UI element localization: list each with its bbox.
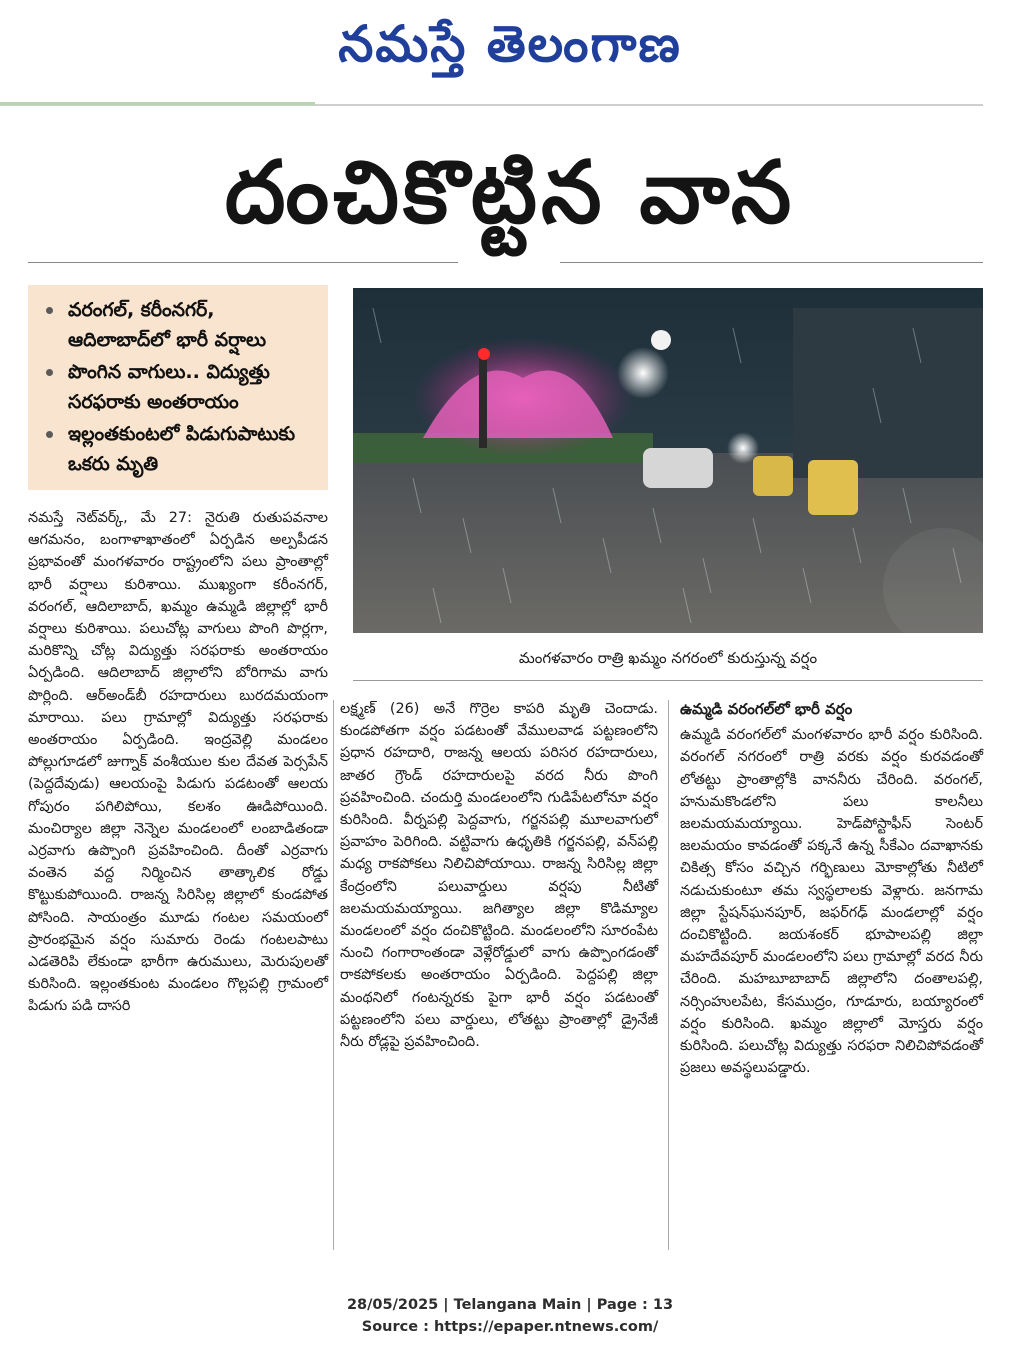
article-column-1 bbox=[28, 507, 328, 1018]
photo-caption: మంగళవారం రాత్రి ఖమ్మం నగరంలో కురుస్తున్న వర్షం bbox=[518, 649, 818, 667]
bullet-icon bbox=[46, 369, 53, 376]
headline: దంచికొట్టిన వాన bbox=[224, 143, 796, 243]
highlight-text: పొంగిన వాగులు.. విద్యుత్తు సరఫరాకు అంతరాయం bbox=[68, 361, 270, 413]
bullet-icon bbox=[46, 307, 53, 314]
masthead-title: నమస్తే తెలంగాణ bbox=[338, 15, 682, 73]
article-text: లక్ష్మణ్ (26) అనే గొర్రెల కాపరి మృతి చెందాడు. కుండపోతగా వర్షం పడటంతో వేములవాడ పట్టణంలోని ప్రధాన రహదారి, రాజన్న ఆలయ పరిసర రహదారులు, జాతర గ్రౌండ్ రహదారులపై వరద నీరు పొంగి ప్రవహించింది. చందుర్తి మండలంలోని గుడిపేటలోనూ వర్షం కురిసింది. వీర్నపల్లి పెద్దవాగు, గర్జనపల్లి మూలవాగులో ప్రవాహం పెరిగింది. వట్టివాగు ఉధృతికి గర్జనపల్లి, వన్‌పల్లి మధ్య రాకపోకలు నిలిచిపోయాయి. రాజన్న సిరిసిల్ల జిల్లా కేంద్రంలోని పలువార్డులు వర్షపు నీటితో జలమయమయ్యాయి. జగిత్యాల జిల్లా కొడిమ్యాల మండలంలో వర్షం దంచికొట్టింది. మండలంలోని సూరంపేట నుంచి గంగారాంతండా వెళ్లేరోడ్డులో వాగు ఉప్పొంగడంతో రాకపోకలకు అంతరాయం ఏర్పడింది. పెద్దపల్లి జిల్లా మంథనిలో గంటన్నరకు పైగా భారీ వర్షం పడటంతో పట్టణంలోని పలు వార్డులు, లోతట్టు ప్రాంతాల్లో డ్రైనేజీ నీరు రోడ్లపై ప్రవహించింది. bbox=[340, 701, 658, 1051]
footer bbox=[0, 1294, 1020, 1338]
highlight-item bbox=[46, 419, 320, 479]
highlight-item bbox=[46, 295, 320, 355]
caption-divider bbox=[353, 680, 983, 681]
column-divider bbox=[333, 700, 334, 1250]
headline-rule-left bbox=[28, 262, 458, 263]
rain-night-photo bbox=[353, 288, 983, 633]
column-divider bbox=[668, 700, 669, 1250]
section-subheading: ఉమ్మడి వరంగల్‌లో భారీ వర్షం bbox=[680, 700, 853, 718]
highlight-item bbox=[46, 357, 320, 417]
article-column-2 bbox=[340, 698, 658, 1053]
article-column-3 bbox=[680, 698, 983, 1079]
photo-illustration bbox=[353, 288, 983, 633]
masthead-accent-line bbox=[0, 102, 315, 105]
article-text: ఉమ్మడి వరంగల్‌లో మంగళవారం భారీ వర్షం కురిసింది. వరంగల్ నగరంలో రాత్రి వరకు వర్షం కురవడంతో లోతట్టు ప్రాంతాల్లోకి వాననీరు చేరింది. వరంగల్, హనుమకొండలోని పలు కాలనీలు జలమయమయ్యాయి. హెడ్‌పోస్టాఫీస్ సెంటర్ జలమయం కావడంతో పక్కనే ఉన్న సీకేఎం దవాఖానకు చికిత్స కోసం వచ్చిన గర్భిణులు మోకాల్లోతు నీటిలో నడుచుకుంటూ తమ స్వస్థలాలకు వెళ్లారు. జనగామ జిల్లా స్టేషన్‌ఘనపూర్, జఫర్‌గఢ్ మండలాల్లో వర్షం దంచికొట్టింది. జయశంకర్ భూపాలపల్లి జిల్లా మహదేవపూర్ మండలంలోని పలు గ్రామాల్లో వరద నీరు చేరింది. మహబూబాబాద్ జిల్లాలోని దంతాలపల్లి, నర్సింహులపేట, కేసముద్రం, గూడూరు, బయ్యారంలో వర్షం కురిసింది. ఖమ్మం జిల్లాలో మోస్తరు వర్షం కురిసింది. పలుచోట్ల విద్యుత్తు సరఫరా నిలిచిపోవడంతో ప్రజలు అవస్థలుపడ్డారు. bbox=[680, 727, 983, 1077]
footer-date-edition: 28/05/2025 | Telangana Main | Page : 13 bbox=[346, 1297, 674, 1313]
highlights-box bbox=[28, 285, 328, 490]
highlight-text: వరంగల్, కరీంనగర్, ఆదిలాబాద్‌లో భారీ వర్షాలు bbox=[68, 299, 267, 351]
highlight-text: ఇల్లంతకుంటలో పిడుగుపాటుకు ఒకరు మృతి bbox=[68, 423, 296, 475]
bullet-icon bbox=[46, 431, 53, 438]
footer-source: Source : https://epaper.ntnews.com/ bbox=[361, 1319, 659, 1335]
masthead bbox=[0, 8, 1020, 80]
article-text: నమస్తే నెట్‌వర్క్, మే 27: నైరుతి రుతుపవనాల ఆగమనం, బంగాళాఖాతంలో ఏర్పడిన అల్పపీడన ప్రభావంతో మంగళవారం రాష్ట్రంలోని పలు ప్రాంతాల్లో భారీ వర్షాలు కురిశాయి. ముఖ్యంగా కరీంనగర్, వరంగల్, ఆదిలాబాద్, ఖమ్మం ఉమ్మడి జిల్లాల్లో భారీ వర్షాలు కురిశాయి. పలుచోట్ల వాగులు పొంగి పొర్లగా, మరికొన్ని చోట్ల విద్యుత్తు సరఫరాకు అంతరాయం ఏర్పడింది. ఆదిలాబాద్ జిల్లాలోని బోరిగామ వాగు పొర్లింది. ఆర్అండ్‌బీ రహదారులు బురదమయంగా మారాయి. పలు గ్రామాల్లో విద్యుత్తు సరఫరాకు అంతరాయం ఏర్పడింది. ఇంద్రవెల్లి మండలం పోల్లుగూడలో జుగ్నాక్ వంశీయుల కుల దేవత పెర్సపేన్ (పెద్దదేవుడు) ఆలయంపై పిడుగు పడటంతో ఆలయ గోపురం పగిలిపోయి, కలశం ఊడిపోయింది. మంచిర్యాల జిల్లా నెన్నెల మండలంలో లంబాడితండా ఎర్రవాగు ఉప్పొంగి ప్రవహించింది. దీంతో ఎర్రవాగు వంతెన వద్ద నిర్మించిన తాత్కాలిక రోడ్డు కొట్టుకుపోయింది. రాజన్న సిరిసిల్ల జిల్లాలో కుండపోత పోసింది. సాయంత్రం మూడు గంటల సమయంలో ప్రారంభమైన వర్షం సుమారు రెండు గంటలపాటు ఎడతెరిపి లేకుండా భారీగా ఉరుములు, మెరుపులతో కురిసింది. ఇల్లంతకుంట మండలం గొల్లపల్లి గ్రామంలో పిడుగు పడి దాసరి bbox=[28, 510, 328, 1015]
headline-rule-right bbox=[560, 262, 983, 263]
